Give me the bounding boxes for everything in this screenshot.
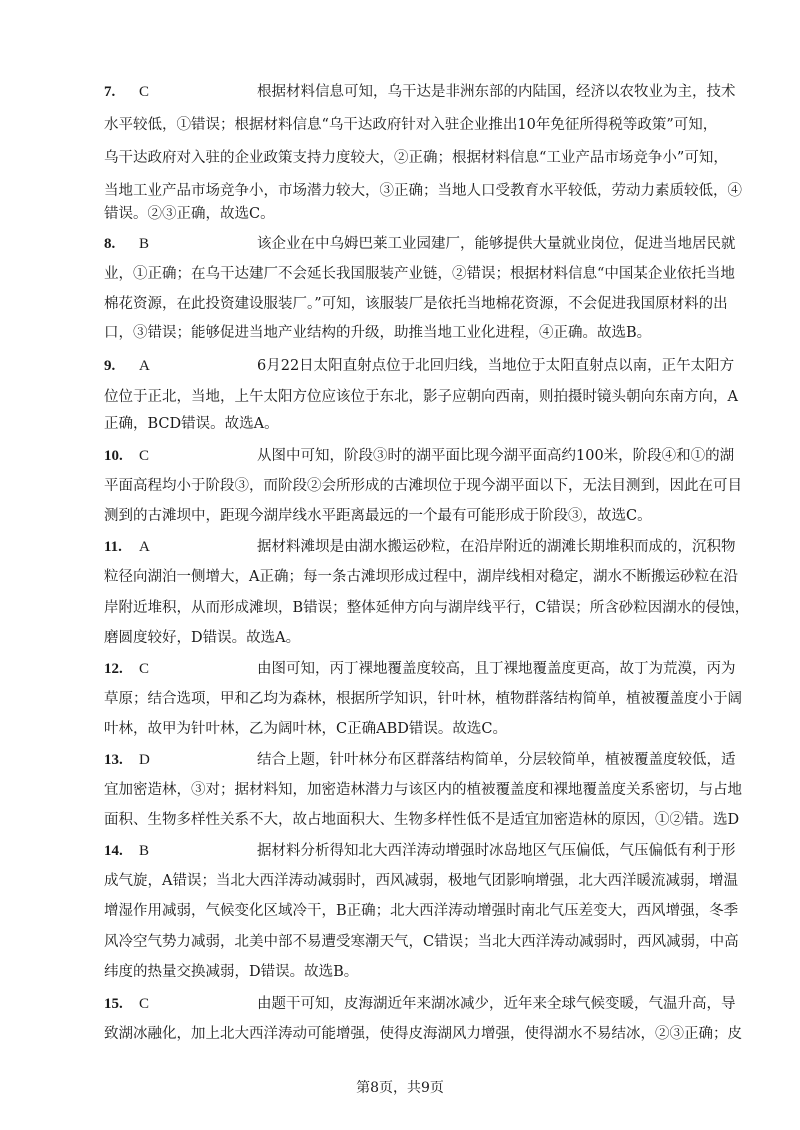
- explanation-line: 致湖冰融化，加上北大西洋涛动可能增强，使得皮海湖风力增强，使得湖水不易结冰，②③正确；皮: [104, 1026, 742, 1042]
- question-number: 12.: [104, 661, 123, 677]
- question-number: 13.: [104, 752, 123, 768]
- explanation-line: 当地工业产品市场竞争小，市场潜力较大，③正确；当地人口受教育水平较低，劳动力素质较低，④: [104, 183, 742, 199]
- explanation-line: 增湿作用减弱，气候变化区域冷干，B正确；北大西洋涛动增强时南北气压差变大，西风增强，冬季: [104, 903, 739, 919]
- explanation-line: 平面高程均小于阶段③，而阶段②会所形成的古滩坝位于现今湖平面以下，无法目测到，因此在可目: [104, 478, 742, 494]
- explanation-line: 根据材料信息可知，乌干达是非洲东部的内陆国，经济以农牧业为主，技术: [257, 84, 736, 100]
- answer-letter: C: [139, 996, 150, 1012]
- answer-letter: C: [139, 84, 150, 100]
- explanation-line: 棉花资源，在此投资建设服装厂。”可知，该服装厂是依托当地棉花资源，不会促进我国原材料的出: [104, 296, 728, 312]
- explanation-line: 粒径向湖泊一侧增大，A正确；每一条古滩坝形成过程中，湖岸线相对稳定，湖水不断搬运砂粒在沿: [104, 569, 738, 585]
- explanation-line: 草原；结合选项，甲和乙均为森林，根据所学知识，针叶林，植物群落结构简单，植被覆盖度小于阔: [104, 691, 742, 707]
- explanation-line: 6月22日太阳直射点位于北回归线，当地位于太阳直射点以南，正午太阳方: [257, 358, 735, 374]
- explanation-line: 从图中可知，阶段③时的湖平面比现今湖平面高约100米，阶段④和①的湖: [257, 448, 735, 464]
- explanation-line: 岸附近堆积，从而形成滩坝，B错误；整体延伸方向与湖岸线平行，C错误；所含砂粒因湖水的侵蚀，: [104, 600, 750, 616]
- explanation-line: 据材料分析得知北大西洋涛动增强时冰岛地区气压偏低，气压偏低有利于形: [257, 843, 736, 859]
- explanation-line: 正确，BCD错误。故选A。: [104, 416, 279, 432]
- explanation-line: 由图可知，丙丁裸地覆盖度较高，且丁裸地覆盖度更高，故丁为荒漠，丙为: [257, 661, 736, 677]
- explanation-line: 水平较低，①错误；根据材料信息“乌干达政府针对入驻企业推出10年免征所得税等政策”可知，: [104, 117, 718, 133]
- answer-letter: C: [139, 448, 150, 464]
- answer-letter: B: [139, 843, 150, 859]
- question-number: 7.: [104, 84, 116, 100]
- answer-letter: B: [139, 236, 150, 252]
- answer-letter: A: [139, 539, 150, 555]
- explanation-line: 叶林，故甲为针叶林，乙为阔叶林，C正确ABD错误。故选C。: [104, 721, 507, 737]
- question-number: 11.: [104, 539, 122, 555]
- explanation-line: 位位于正北，当地，上午太阳方位应该位于东北，影子应朝向西南，则拍摄时镜头朝向东南方向，A: [104, 389, 738, 405]
- explanation-line: 纬度的热量交换减弱，D错误。故选B。: [104, 964, 359, 980]
- explanation-line: 由题干可知，皮海湖近年来湖冰减少，近年来全球气候变暖，气温升高，导: [257, 996, 736, 1012]
- question-number: 15.: [104, 996, 123, 1012]
- explanation-line: 业，①正确；在乌干达建厂不会延长我国服装产业链，②错误；根据材料信息“中国某企业依托当地: [104, 266, 735, 282]
- answer-letter: C: [139, 661, 150, 677]
- explanation-line: 结合上题，针叶林分布区群落结构简单，分层较简单，植被覆盖度较低，适: [257, 752, 736, 768]
- explanation-line: 口，③错误；能够促进当地产业结构的升级，助推当地工业化进程，④正确。故选B。: [104, 325, 652, 341]
- explanation-line: 该企业在中乌姆巴莱工业园建厂，能够提供大量就业岗位，促进当地居民就: [257, 236, 736, 252]
- question-number: 10.: [104, 448, 123, 464]
- explanation-line: 宜加密造林，③对；据材料知，加密造林潜力与该区内的植被覆盖度和裸地覆盖度关系密切，与占地: [104, 782, 742, 798]
- explanation-line: 错误。②③正确，故选C。: [104, 206, 275, 222]
- explanation-line: 乌干达政府对入驻的企业政策支持力度较大，②正确；根据材料信息“工业产品市场竞争小”可知，: [104, 150, 728, 166]
- answer-letter: D: [139, 752, 150, 768]
- explanation-line: 面积、生物多样性关系不大，故占地面积大、生物多样性低不是适宜加密造林的原因，①②错。选D: [104, 812, 740, 828]
- question-number: 9.: [104, 358, 116, 374]
- page-footer: 第8页，共9页: [356, 1080, 444, 1096]
- question-number: 8.: [104, 236, 116, 252]
- explanation-line: 测到的古滩坝中，距现今湖岸线水平距离最远的一个最有可能形成于阶段③，故选C。: [104, 508, 652, 524]
- question-number: 14.: [104, 843, 123, 859]
- explanation-line: 风冷空气势力减弱，北美中部不易遭受寒潮天气，C错误；当北大西洋涛动减弱时，西风减弱，中高: [104, 934, 739, 950]
- explanation-line: 成气旋，A错误；当北大西洋涛动减弱时，西风减弱，极地气团影响增强，北大西洋暖流减弱，增温: [104, 873, 738, 889]
- answer-letter: A: [139, 358, 150, 374]
- explanation-line: 磨圆度较好，D错误。故选A。: [104, 630, 301, 646]
- explanation-line: 据材料滩坝是由湖水搬运砂粒，在沿岸附近的湖滩长期堆积而成的，沉积物: [257, 539, 736, 555]
